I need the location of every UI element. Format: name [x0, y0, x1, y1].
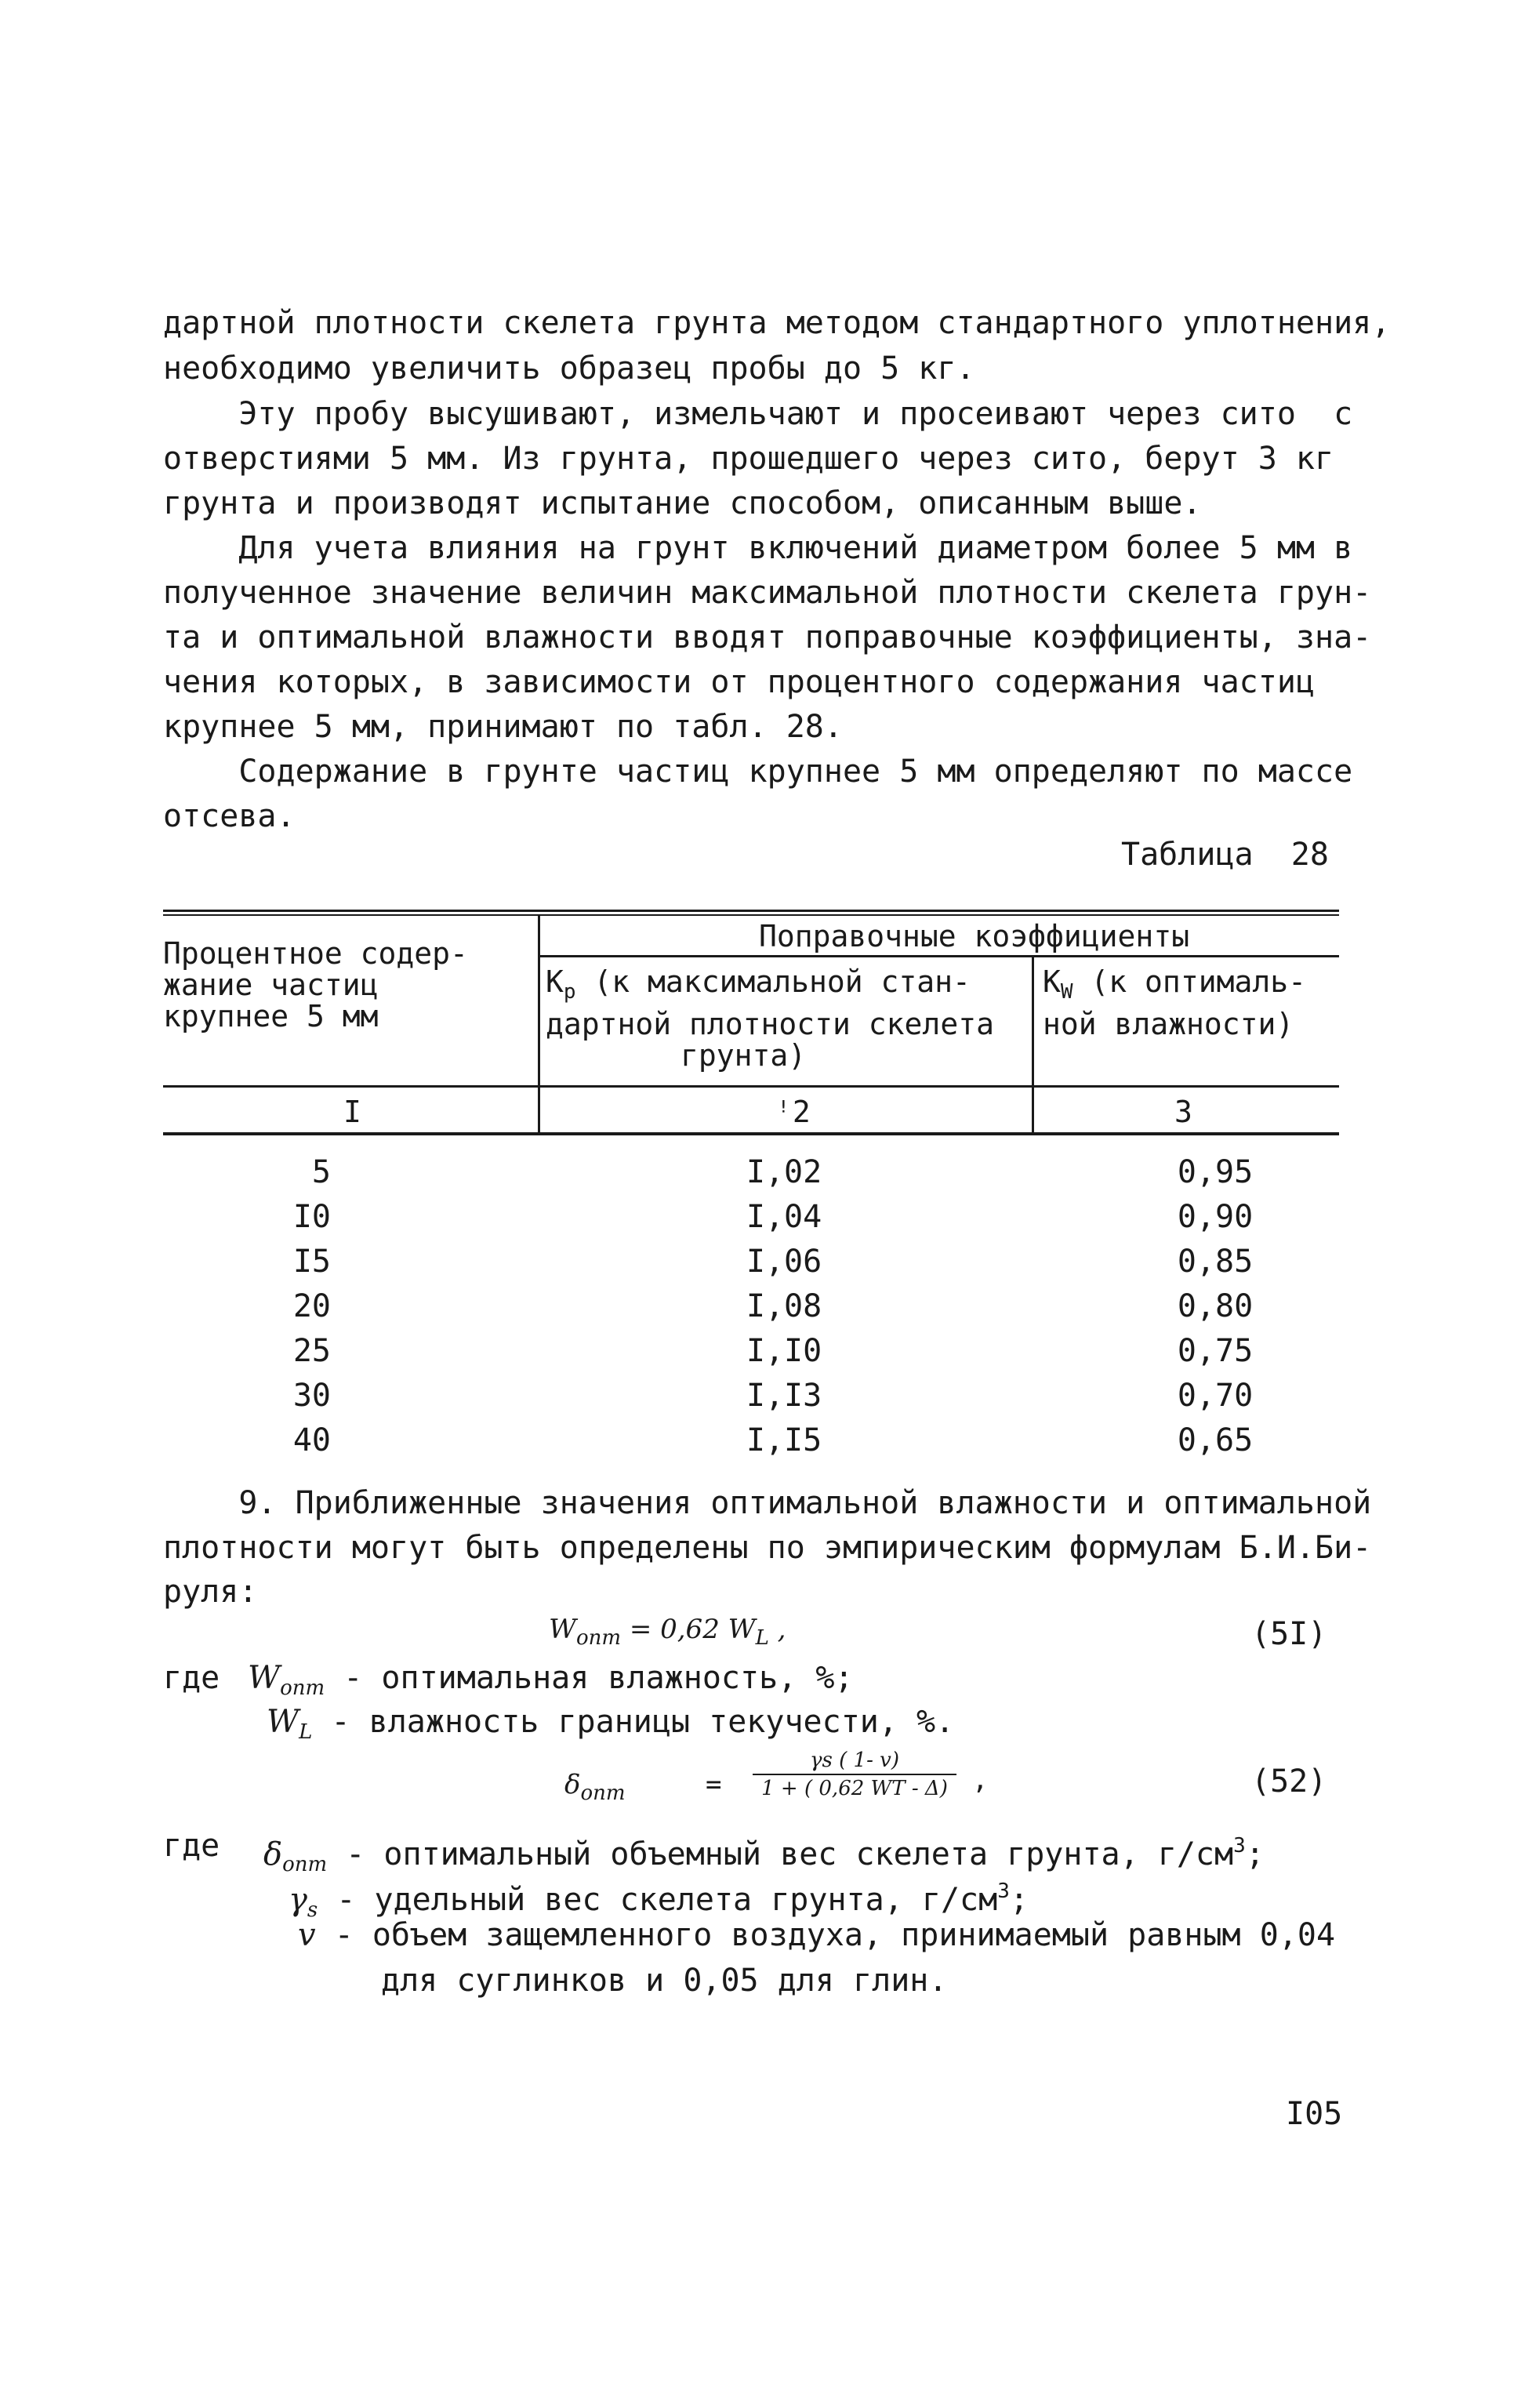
kp-cell: I,I3: [746, 1378, 822, 1414]
paragraph-line: плотности могут быть определены по эмпирическим формулам Б.И.Би-: [163, 1530, 1372, 1566]
formula-51-number: (5I): [1251, 1616, 1327, 1652]
kw-cell: 0,85: [1177, 1244, 1254, 1280]
formula-52-number: (52): [1251, 1763, 1327, 1800]
group-header: Поправочные коэффициенты: [759, 919, 1190, 953]
where-item: $\gamma_s$ - удельный вес скелета грунта, $г/см^3$;: [289, 1880, 1029, 1922]
col3-header-line: ной влажности): [1043, 1007, 1294, 1041]
paragraph-line: отверстиями 5 мм. Из грунта, прошедшего через сито, берут 3 кг: [163, 441, 1334, 477]
pct-cell: 20: [292, 1288, 331, 1324]
kw-cell: 0,70: [1177, 1378, 1254, 1414]
paragraph-line: та и оптимальной влажности вводят поправочные коэффициенты, зна-: [163, 619, 1372, 656]
kp-subscript: р: [563, 980, 576, 1004]
kp-cell: I,04: [746, 1199, 822, 1235]
header-rule: [163, 1085, 1339, 1088]
paragraph-line: отсева.: [163, 798, 296, 834]
kw-symbol: K: [1043, 964, 1061, 999]
group-header-rule: [540, 955, 1339, 957]
kp-cell: I,I0: [746, 1333, 822, 1369]
pct-cell: 40: [292, 1422, 331, 1458]
paragraph-line: руля:: [163, 1574, 258, 1610]
page-number: I05: [1286, 2096, 1343, 2132]
col1-header-line: крупнее 5 мм: [163, 999, 379, 1033]
paragraph-line: крупнее 5 мм, принимают по табл. 28.: [163, 709, 843, 745]
where-word: где: [163, 1828, 220, 1864]
kp-cell: I,I5: [746, 1422, 822, 1458]
table-top-rule: [163, 910, 1339, 912]
fraction-bar: [753, 1774, 956, 1775]
kw-cell: 0,95: [1177, 1154, 1254, 1190]
pct-cell: 5: [311, 1154, 331, 1190]
col-number: I: [343, 1095, 361, 1129]
col-number: ꜝ2: [775, 1095, 811, 1129]
paragraph-line: Эту пробу высушивают, измельчают и просеивают через сито с: [163, 396, 1353, 432]
col2-header-line: дартной плотности скелета: [546, 1007, 994, 1041]
kp-symbol: K: [546, 964, 564, 999]
paragraph-line: чения которых, в зависимости от процентного содержания частиц: [163, 664, 1316, 700]
paragraph-line: необходимо увеличить образец пробы до 5 кг.: [163, 350, 975, 387]
kw-cell: 0,90: [1177, 1199, 1254, 1235]
where-continuation: для суглинков и 0,05 для глин.: [381, 1963, 948, 1999]
formula-52-tail: ,: [972, 1764, 989, 1796]
paragraph-line: дартной плотности скелета грунта методом стандартного уплотнения,: [163, 305, 1391, 341]
col1-header-line: жание частиц: [163, 968, 379, 1002]
kw-cell: 0,75: [1177, 1333, 1254, 1369]
table-label: Таблица 28: [1121, 837, 1329, 873]
kw-cell: 0,80: [1177, 1288, 1254, 1324]
paragraph-line: Для учета влияния на грунт включений диаметром более 5 мм в: [163, 530, 1353, 566]
formula-51: $W_{опт} = 0,62$ $W_L$ ,: [549, 1614, 786, 1650]
pct-cell: 25: [292, 1333, 331, 1369]
pct-cell: I5: [292, 1244, 331, 1280]
where-item: v - объем защемленного воздуха, принимаемый равным 0,04: [298, 1917, 1336, 1953]
table-top-rule: [163, 914, 1339, 916]
where-item: $W_{опт}$ - оптимальная влажность, %;: [248, 1660, 854, 1700]
col-number: 3: [1174, 1095, 1192, 1129]
where-word: где: [163, 1660, 220, 1696]
kp-cell: I,08: [746, 1288, 822, 1324]
numbering-rule: [163, 1132, 1339, 1135]
pct-cell: I0: [292, 1199, 331, 1235]
paragraph-line: грунта и производят испытание способом, описанным выше.: [163, 485, 1202, 521]
col1-header-line: Процентное содер-: [163, 936, 468, 971]
col3-header-line: $K_W$ (к оптималь-: [1043, 964, 1306, 1004]
col2-header-line: грунта): [681, 1038, 807, 1073]
where-item: $\delta_{опт}$ - оптимальный объемный вес скелета грунта, $г/см^3$;: [263, 1834, 1265, 1876]
formula-52-numerator: γs ( 1- v): [810, 1749, 899, 1772]
paragraph-line: полученное значение величин максимальной плотности скелета грун-: [163, 575, 1372, 611]
paragraph-line: Содержание в грунте частиц крупнее 5 мм определяют по массе: [163, 754, 1353, 790]
formula-52-eq: =: [706, 1769, 722, 1800]
kp-cell: I,02: [746, 1154, 822, 1190]
kp-cell: I,06: [746, 1244, 822, 1280]
formula-52-lhs: $\delta_{опт}$: [564, 1769, 626, 1805]
formula-52-denominator: 1 + ( 0,62 WT - Δ): [761, 1777, 948, 1800]
where-item: $W_L$ - влажность границы текучести, %.: [267, 1704, 955, 1744]
col2-header-line: $K_р$ (к максимальной стан-: [546, 964, 971, 1004]
kw-subscript: W: [1060, 980, 1073, 1004]
table-col-divider: [538, 914, 540, 1135]
kw-cell: 0,65: [1177, 1422, 1254, 1458]
pct-cell: 30: [292, 1378, 331, 1414]
paragraph-line: 9. Приближенные значения оптимальной влажности и оптимальной: [163, 1485, 1372, 1521]
table-col-divider: [1032, 957, 1034, 1135]
